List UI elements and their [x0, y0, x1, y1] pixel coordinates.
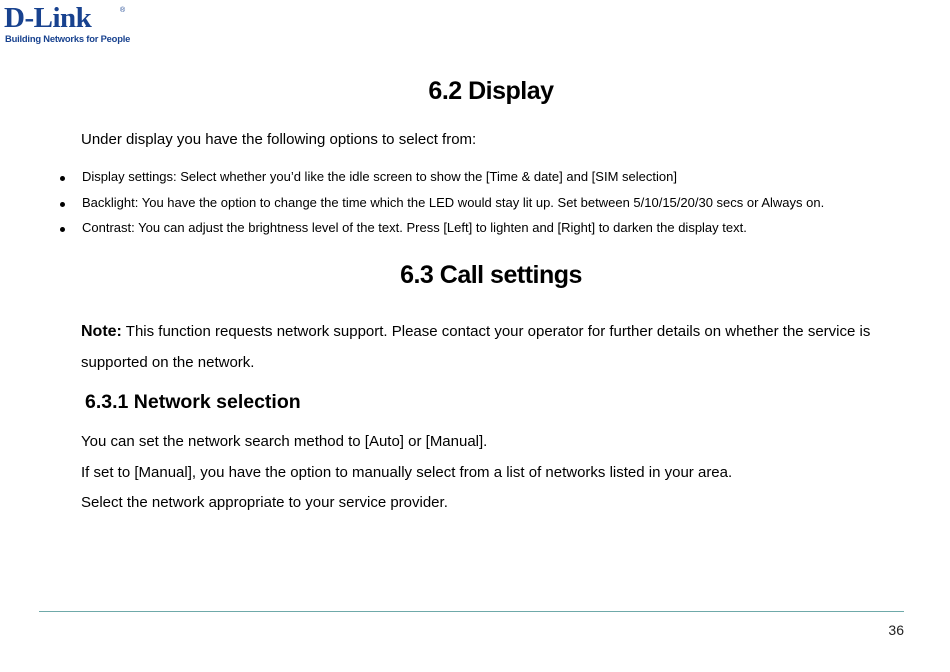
bullet-dot-icon: [60, 176, 65, 181]
body-line: If set to [Manual], you have the option to manually select from a list of networks listed in your area.: [81, 464, 733, 481]
body-line: You can set the network search method to [Auto] or [Manual].: [81, 433, 488, 450]
bullet-dot-icon: [60, 202, 65, 207]
page-number: 36: [888, 622, 904, 638]
logo-tagline: Building Networks for People: [5, 33, 131, 44]
dlink-logo: [4, 2, 131, 44]
list-item-text: Display settings: Select whether you’d like the idle screen to show the [Time & date] and [SIM selection]: [82, 169, 677, 184]
display-intro: Under display you have the following options to select from:: [81, 131, 477, 148]
subsection-heading-network-selection: 6.3.1 Network selection: [85, 391, 301, 413]
section-heading-display: 6.2 Display: [428, 77, 554, 105]
logo-registered-mark: ®: [120, 7, 126, 14]
logo-wordmark: D-Link: [4, 2, 92, 34]
footer-divider: [39, 611, 904, 612]
body-line: Select the network appropriate to your service provider.: [81, 494, 448, 511]
section-heading-call-settings: 6.3 Call settings: [400, 261, 582, 289]
note-text: This function requests network support. Please contact your operator for further details on whether the service is supported on the network.: [81, 323, 871, 371]
bullet-dot-icon: [60, 227, 65, 232]
note-paragraph: [81, 316, 911, 378]
note-label: Note:: [81, 323, 122, 340]
list-item-text: Backlight: You have the option to change the time which the LED would stay lit up. Set between 5/10/15/20/30 secs or Always on.: [82, 195, 825, 210]
list-item-text: Contrast: You can adjust the brightness level of the text. Press [Left] to lighten and [Right] to darken the display text.: [82, 220, 747, 235]
